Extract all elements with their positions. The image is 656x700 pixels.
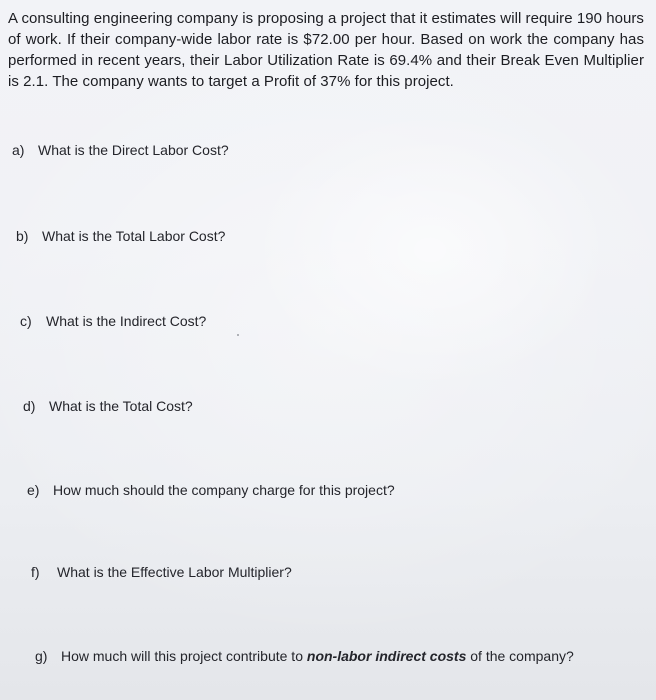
question-e — [27, 481, 395, 499]
stray-dot — [237, 334, 239, 336]
question-g-emphasis: non-labor indirect costs — [306, 648, 467, 664]
question-c — [20, 312, 206, 330]
question-f — [31, 563, 292, 581]
question-d-text: What is the Total Cost? — [49, 398, 193, 414]
question-c-text: What is the Indirect Cost? — [46, 313, 207, 329]
question-f-text: What is the Effective Labor Multiplier? — [57, 564, 292, 580]
question-f-label: f) — [31, 564, 40, 580]
question-g-label: g) — [35, 648, 48, 664]
problem-statement: A consulting engineering company is proposing a project that it estimates will require 190 hours of work. If their company-wide labor rate is $72.00 per hour. Based on work the company has performed in recent years, their Labor Utilization Rate is 69.4% and their Break Even Multiplier is 2.1. The company wants to target a Profit of 37% for this project. — [8, 10, 644, 90]
question-c-label: c) — [20, 313, 32, 329]
question-g-text-before: How much will this project contribute to — [61, 648, 303, 664]
question-e-label: e) — [27, 482, 40, 498]
question-g-text-after: of the company? — [470, 648, 574, 664]
question-d-label: d) — [23, 398, 36, 414]
question-b-text: What is the Total Labor Cost? — [42, 228, 226, 244]
question-a-label: a) — [12, 142, 25, 158]
question-a-text: What is the Direct Labor Cost? — [38, 142, 229, 158]
question-e-text: How much should the company charge for this project? — [53, 482, 395, 498]
question-a — [12, 141, 229, 159]
question-b-label: b) — [16, 228, 29, 244]
question-g — [35, 647, 574, 665]
question-d — [23, 397, 193, 415]
question-b — [16, 227, 225, 245]
